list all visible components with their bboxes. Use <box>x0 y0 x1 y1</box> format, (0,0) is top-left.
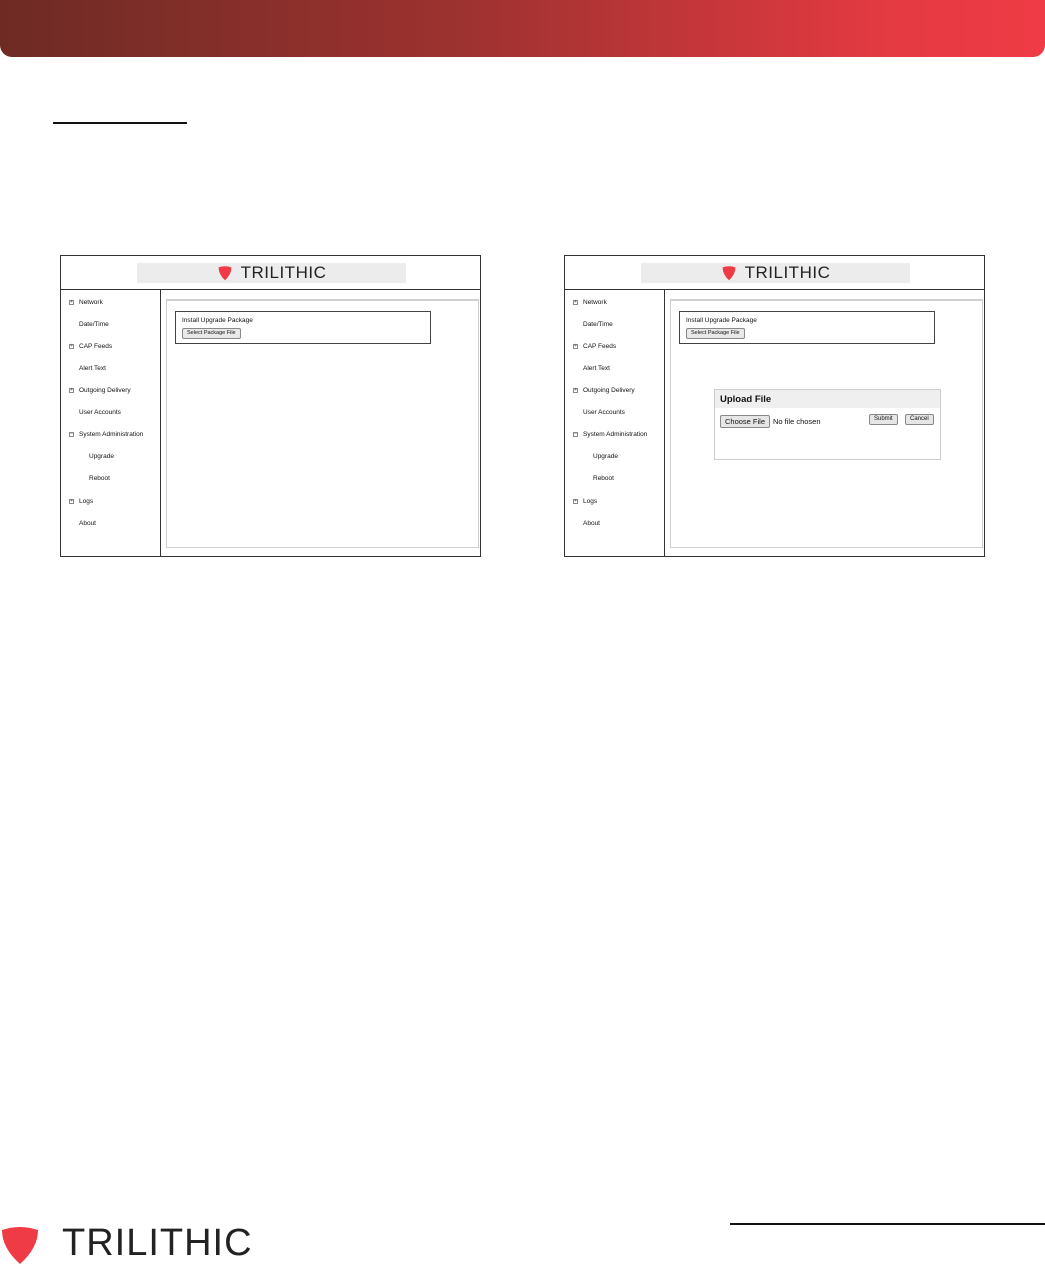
select-package-file-button[interactable]: Select Package File <box>182 328 241 339</box>
collapse-icon[interactable]: − <box>574 430 577 437</box>
sidebar-item-label: Logs <box>79 497 94 505</box>
sidebar-item[interactable] <box>69 363 106 373</box>
sidebar-item[interactable] <box>69 319 109 329</box>
sidebar-item-label: Alert Text <box>79 364 106 372</box>
install-upgrade-panel <box>175 311 431 344</box>
sidebar-item-label: Reboot <box>593 474 614 482</box>
select-package-file-button[interactable]: Select Package File <box>686 328 745 339</box>
header-logo-text: TRILITHIC <box>744 263 831 282</box>
sidebar-item-label: Network <box>79 298 103 306</box>
expand-icon[interactable]: + <box>574 386 577 393</box>
sidebar-item-label: About <box>583 519 600 527</box>
sidebar-item[interactable] <box>573 341 616 351</box>
footer-logo <box>0 1222 253 1265</box>
install-upgrade-label: Install Upgrade Package <box>686 317 757 324</box>
upload-file-dialog <box>714 389 941 460</box>
sidebar-item[interactable] <box>573 385 635 395</box>
trilithic-logo-icon <box>217 265 233 281</box>
screenshot-upgrade-page <box>60 255 481 557</box>
submit-button[interactable]: Submit <box>869 414 898 425</box>
header-logo-text: TRILITHIC <box>240 263 327 282</box>
expand-icon[interactable]: + <box>574 342 577 349</box>
sidebar-item[interactable] <box>573 319 613 329</box>
sidebar-item[interactable] <box>69 385 131 395</box>
collapse-icon[interactable]: − <box>70 430 73 437</box>
sidebar-item-label: Network <box>583 298 607 306</box>
expand-icon[interactable]: + <box>70 342 73 349</box>
main-content <box>670 299 983 548</box>
sidebar-item[interactable] <box>573 297 607 307</box>
sidebar-item-label: Alert Text <box>583 364 610 372</box>
sidebar-item-label: CAP Feeds <box>583 342 617 350</box>
sidebar-item-label: About <box>79 519 96 527</box>
choose-file-button[interactable]: Choose File <box>720 415 770 428</box>
sidebar-item[interactable] <box>573 518 600 528</box>
sidebar-item[interactable] <box>573 429 647 439</box>
sidebar-item[interactable] <box>593 451 618 461</box>
sidebar-item[interactable] <box>573 496 597 506</box>
expand-icon[interactable]: + <box>70 386 73 393</box>
sidebar-item[interactable] <box>69 407 121 417</box>
sidebar-item-label: Upgrade <box>89 452 114 460</box>
expand-icon[interactable]: + <box>70 298 73 305</box>
sidebar-item-label: Outgoing Delivery <box>79 386 131 394</box>
sidebar-item-label: Outgoing Delivery <box>583 386 635 394</box>
trilithic-logo-icon <box>721 265 737 281</box>
sidebar-item[interactable] <box>89 451 114 461</box>
trilithic-logo-icon <box>0 1224 40 1264</box>
top-banner <box>0 0 1045 57</box>
sidebar-item-label: System Administration <box>583 430 648 438</box>
sidebar-item-label: Date/Time <box>583 320 613 328</box>
cancel-button[interactable]: Cancel <box>905 414 934 425</box>
sidebar-item[interactable] <box>69 518 96 528</box>
footer-wordmark: TRILITHIC <box>62 1222 253 1264</box>
sidebar-nav <box>565 290 665 557</box>
app-header <box>565 256 984 290</box>
expand-icon[interactable]: + <box>574 298 577 305</box>
sidebar-item-label: Upgrade <box>593 452 618 460</box>
expand-icon[interactable]: + <box>70 497 73 504</box>
sidebar-item-label: User Accounts <box>79 408 121 416</box>
screenshot-upload-dialog <box>564 255 985 557</box>
sidebar-item-label: Logs <box>583 497 598 505</box>
app-header <box>61 256 480 290</box>
sidebar-item[interactable] <box>89 473 110 483</box>
file-status-text: No file chosen <box>773 417 821 426</box>
sidebar-item-label: Date/Time <box>79 320 109 328</box>
sidebar-item[interactable] <box>593 473 614 483</box>
install-upgrade-label: Install Upgrade Package <box>182 317 253 324</box>
sidebar-item-label: CAP Feeds <box>79 342 113 350</box>
sidebar-item[interactable] <box>573 363 610 373</box>
sidebar-item[interactable] <box>69 341 112 351</box>
sidebar-nav <box>61 290 161 557</box>
header-logo <box>641 263 910 283</box>
main-content <box>166 299 479 548</box>
upload-dialog-title: Upload File <box>715 390 940 408</box>
expand-icon[interactable]: + <box>574 497 577 504</box>
install-upgrade-panel <box>679 311 935 344</box>
sidebar-item[interactable] <box>69 429 143 439</box>
sidebar-item-label: User Accounts <box>583 408 625 416</box>
sidebar-item-label: System Administration <box>79 430 144 438</box>
header-logo <box>137 263 406 283</box>
sidebar-item[interactable] <box>69 297 103 307</box>
sidebar-item-label: Reboot <box>89 474 110 482</box>
sidebar-item[interactable] <box>573 407 625 417</box>
footer-rule <box>730 1223 1045 1225</box>
title-underline <box>53 122 187 124</box>
sidebar-item[interactable] <box>69 496 93 506</box>
